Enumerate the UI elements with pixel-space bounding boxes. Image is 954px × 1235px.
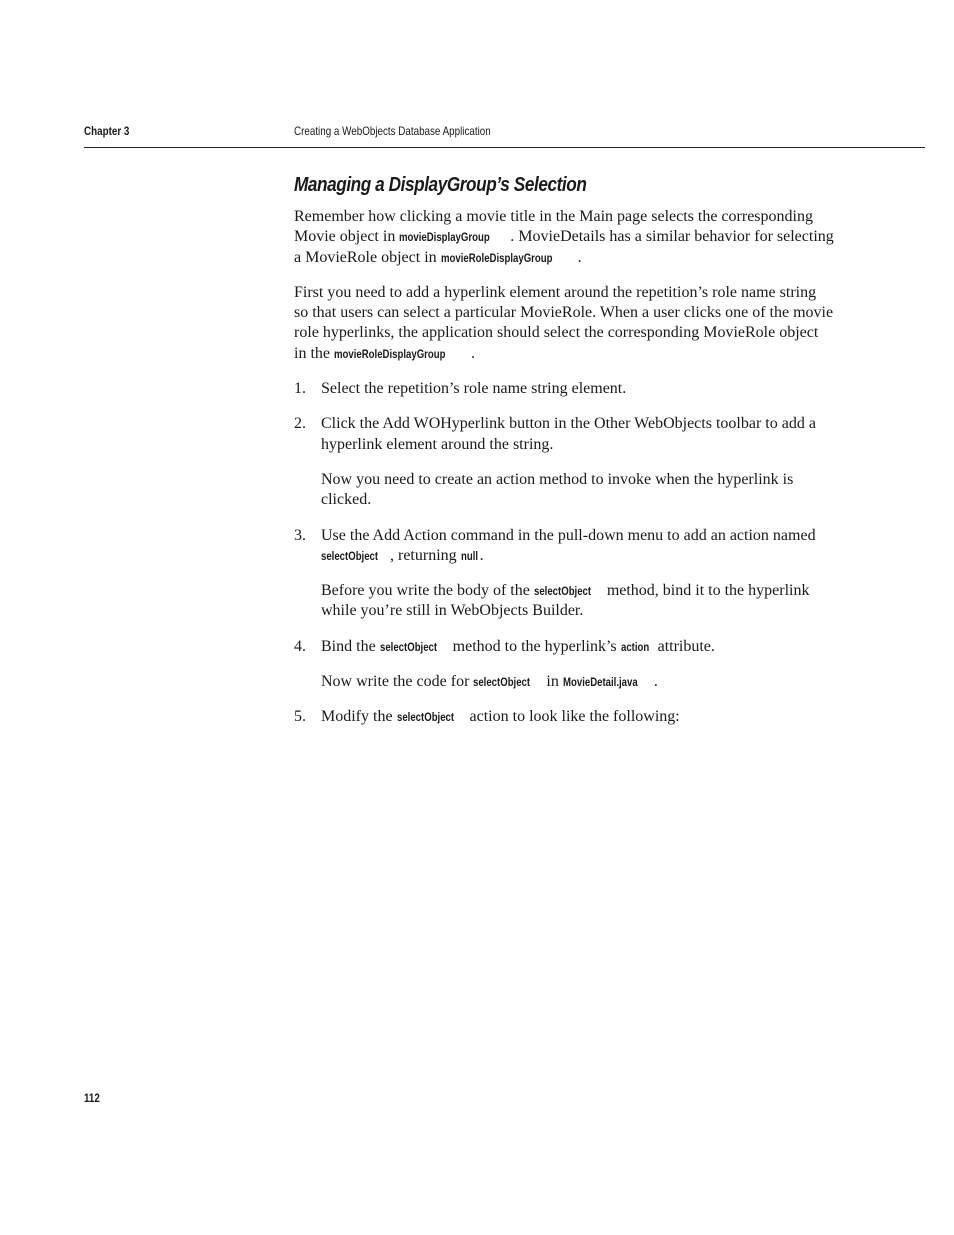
code-term: selectObject — [533, 584, 591, 599]
text-run: , returning — [389, 546, 461, 564]
code-term: selectObject — [473, 675, 531, 690]
text-run: . — [470, 344, 475, 362]
text-run: Now write the code for — [321, 673, 474, 691]
text-run: . — [653, 673, 658, 691]
text-run: . MovieDetails has a similar behavior for selecting a MovieRole object in — [294, 228, 834, 266]
text-run: action to look like the following: — [465, 708, 680, 726]
section-heading: Managing a DisplayGroup’s Selection — [294, 174, 587, 196]
text-run: in — [542, 673, 563, 691]
text-run: First you need to add a hyperlink element around the repetition’s role name string so that users can select a particular MovieRole. When a user clicks one of the movie role hyperlinks, the application should select the corresponding MovieRole object in the — [294, 283, 834, 362]
text-run: method to the hyperlink’s — [448, 637, 621, 655]
step-5 — [294, 707, 834, 727]
code-term: MovieDetail.java — [562, 675, 638, 690]
running-header-chapter: Chapter 3 — [84, 124, 130, 138]
step-2 — [294, 414, 834, 455]
code-term: action — [620, 639, 649, 654]
step-number: 1. — [294, 380, 306, 398]
body-paragraph — [294, 283, 834, 364]
text-run: Modify the — [321, 708, 397, 726]
step-number: 3. — [294, 526, 306, 544]
step-text: Click the Add WOHyperlink button in the Other WebObjects toolbar to add a hyperlink element around the string. — [321, 415, 816, 453]
code-term: movieDisplayGroup — [399, 230, 491, 245]
text-run: Bind the — [321, 637, 380, 655]
text-run: attribute. — [653, 637, 715, 655]
step-3 — [294, 526, 834, 567]
running-header-title: Creating a WebObjects Database Application — [294, 124, 491, 138]
step-number: 2. — [294, 415, 306, 433]
step-2-note: Now you need to create an action method to invoke when the hyperlink is clicked. — [321, 470, 794, 509]
text-run: method, bind it to the hyperlink while you’re still in WebObjects Builder. — [321, 582, 810, 620]
step-text: Select the repetition’s role name string element. — [321, 380, 627, 398]
intro-paragraph — [294, 207, 834, 268]
step-number: 5. — [294, 708, 306, 726]
code-term: selectObject — [321, 548, 379, 563]
text-run: Use the Add Action command in the pull-down menu to add an action named — [321, 526, 816, 544]
text-run: . — [577, 248, 582, 266]
code-term: movieRoleDisplayGroup — [334, 346, 446, 361]
header-divider — [84, 147, 925, 148]
step-3-note — [294, 581, 834, 622]
step-number: 4. — [294, 637, 306, 655]
step-4-note — [294, 672, 834, 692]
step-1 — [294, 379, 834, 399]
page-body — [294, 174, 834, 743]
text-run: . — [479, 546, 484, 564]
step-4 — [294, 637, 834, 657]
text-run: Remember how clicking a movie title in the Main page selects the corresponding Movie object in — [294, 208, 813, 246]
code-term: selectObject — [396, 710, 454, 725]
text-run: Before you write the body of the — [321, 582, 534, 600]
code-term: movieRoleDisplayGroup — [440, 250, 553, 265]
code-term: selectObject — [379, 639, 437, 654]
page-number: 112 — [84, 1091, 100, 1105]
code-term: null — [460, 548, 478, 563]
